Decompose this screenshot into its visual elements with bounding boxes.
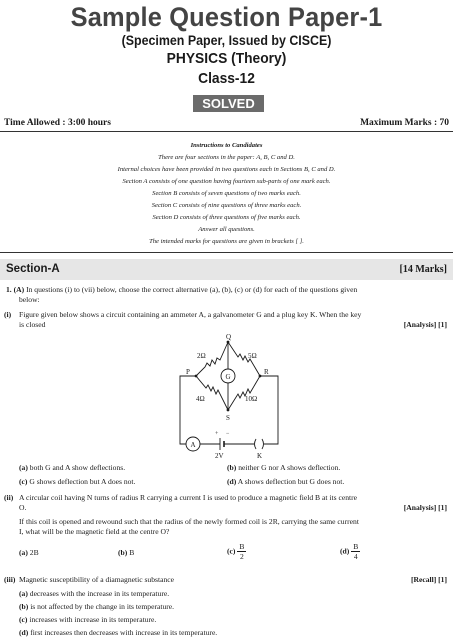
option-b[interactable]: (b) B xyxy=(118,548,135,557)
resistor-label-5: 5Ω xyxy=(248,352,257,360)
option-c[interactable]: (c) increases with increase in its temperature. xyxy=(19,615,157,624)
resistor-label-4: 4Ω xyxy=(196,395,205,403)
node-r-label: R xyxy=(264,368,269,376)
divider-top xyxy=(0,131,453,132)
subq-i-text-cont: is closed xyxy=(19,320,46,329)
subq-ii-tag: [Analysis] [1] xyxy=(403,503,447,512)
option-d[interactable]: (d) A shows deflection but G does not. xyxy=(227,477,345,486)
subq-iii-number: (iii) xyxy=(4,575,16,584)
option-b[interactable]: (b) neither G nor A shows deflection. xyxy=(227,463,341,472)
instruction-line: There are four sections in the paper: A, B, C and D. xyxy=(158,154,295,161)
galvanometer-label: G xyxy=(225,373,231,381)
instruction-line: Section A consists of one question having fourteen sub-parts of one mark each. xyxy=(122,178,331,185)
subq-ii-text-3: I, what will be the magnetic field at the centre O? xyxy=(19,527,170,536)
subject-title: PHYSICS (Theory) xyxy=(166,50,287,67)
question-tag: (A) xyxy=(13,285,25,294)
instruction-line: Internal choices have been provided in two questions each in Sections B, C and D. xyxy=(117,166,336,173)
subq-ii-text-cont: O. xyxy=(19,503,27,512)
option-b[interactable]: (b) is not affected by the change in its temperature. xyxy=(19,602,175,611)
subq-ii-text-2: If this coil is opened and rewound such that the radius of the newly formed coil is 2R, carrying the same current xyxy=(19,517,359,526)
question-number: 1. xyxy=(6,285,12,294)
fraction: $\frac{B}{4}$ xyxy=(353,542,359,561)
question-1 xyxy=(6,285,446,295)
subq-i-text: Figure given below shows a circuit containing an ammeter A, a galvanometer G and a plug key K. When the key xyxy=(19,310,362,319)
option-d[interactable]: (d) $\frac{B}{4}$ xyxy=(340,542,359,561)
instruction-line: Section B consists of seven questions of two marks each. xyxy=(152,190,301,197)
key-label: K xyxy=(257,452,263,460)
circuit-diagram xyxy=(160,332,300,460)
subq-ii-text: A circular coil having N turns of radius R carrying a current I is used to produce a magnetic field B at its centre xyxy=(19,493,358,502)
subq-iii-tag: [Recall] [1] xyxy=(410,575,447,584)
option-d[interactable]: (d) first increases then decreases with increase in its temperature. xyxy=(19,628,218,637)
question-text: In questions (i) to (vii) below, choose the correct alternative (a), (b), (c) or (d) for each of the questions given xyxy=(26,285,358,294)
question-text-cont: below: xyxy=(19,295,40,304)
time-allowed: Time Allowed : 3:00 hours xyxy=(4,118,111,128)
node-s-label: S xyxy=(226,414,230,422)
svg-text:+: + xyxy=(215,431,219,437)
maximum-marks: Maximum Marks : 70 xyxy=(360,118,449,128)
option-a[interactable]: (a) 2B xyxy=(19,548,39,557)
subq-i-number: (i) xyxy=(4,310,12,319)
option-c[interactable]: (c) G shows deflection but A does not. xyxy=(19,477,136,486)
section-title: Section-A xyxy=(6,263,60,275)
instructions-block xyxy=(0,140,453,248)
instruction-line: Answer all questions. xyxy=(198,226,255,233)
ammeter-label: A xyxy=(190,441,196,449)
svg-text:−: − xyxy=(226,431,230,437)
option-c[interactable]: (c) $\frac{B}{2}$ xyxy=(227,542,245,561)
solved-badge: SOLVED xyxy=(193,95,264,112)
instruction-line: Section D consists of three questions of five marks each. xyxy=(152,214,301,221)
divider-bottom xyxy=(0,252,453,253)
instruction-line: The intended marks for questions are given in brackets [ ]. xyxy=(149,238,304,245)
instruction-line: Section C consists of nine questions of three marks each. xyxy=(151,202,302,209)
class-title: Class-12 xyxy=(198,70,255,87)
instructions-heading: Instructions to Candidates xyxy=(190,142,263,149)
resistor-label-10: 10Ω xyxy=(245,395,258,403)
paper-title: Sample Question Paper-1 xyxy=(70,2,383,32)
fraction: $\frac{B}{2}$ xyxy=(239,542,245,561)
node-p-label: P xyxy=(186,368,190,376)
battery-label: 2V xyxy=(215,452,224,460)
node-q-label: Q xyxy=(226,333,232,341)
option-a[interactable]: (a) both G and A show deflections. xyxy=(19,463,126,472)
section-bar xyxy=(0,259,453,280)
subq-ii-number: (ii) xyxy=(4,493,14,502)
option-a[interactable]: (a) decreases with the increase in its temperature. xyxy=(19,589,170,598)
paper-subtitle: (Specimen Paper, Issued by CISCE) xyxy=(121,33,332,48)
subq-iii-text: Magnetic susceptibility of a diamagnetic substance xyxy=(19,575,174,584)
resistor-label-2: 2Ω xyxy=(197,352,206,360)
section-marks: [14 Marks] xyxy=(399,264,447,275)
subq-i-tag: [Analysis] [1] xyxy=(403,320,447,329)
